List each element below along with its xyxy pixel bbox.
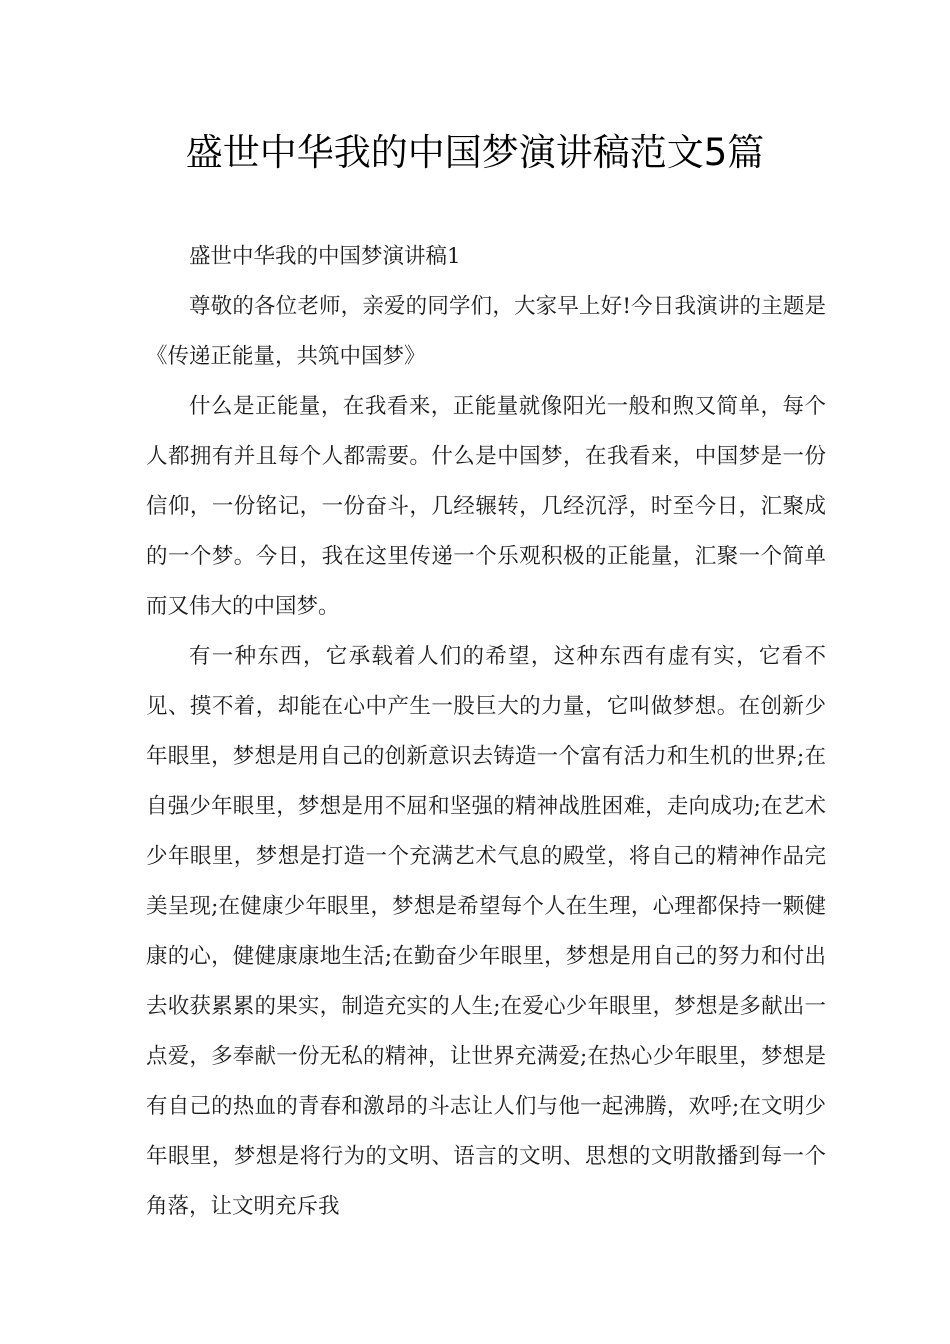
- document-title: 盛世中华我的中国梦演讲稿范文5篇: [185, 131, 765, 174]
- paragraph-greeting: 尊敬的各位老师，亲爱的同学们，大家早上好!今日我演讲的主题是《传递正能量，共筑中国梦》: [146, 294, 826, 369]
- paragraph-positive-energy: 什么是正能量，在我看来，正能量就像阳光一般和煦又简单，每个人都拥有并且每个人都需要。什么是中国梦，在我看来，中国梦是一份信仰，一份铭记，一份奋斗，几经辗转，几经沉浮，时至今日，汇聚成的一个梦。今日，我在这里传递一个乐观积极的正能量，汇聚一个简单而又伟大的中国梦。: [146, 394, 826, 619]
- document-body: [146, 232, 826, 1232]
- paragraph-heading: 盛世中华我的中国梦演讲稿1: [189, 244, 461, 269]
- paragraph-dreams: 有一种东西，它承载着人们的希望，这种东西有虚有实，它看不见、摸不着，却能在心中产生一股巨大的力量，它叫做梦想。在创新少年眼里，梦想是用自己的创新意识去铸造一个富有活力和生机的世界;在自强少年眼里，梦想是用不屈和坚强的精神战胜困难，走向成功;在艺术少年眼里，梦想是打造一个充满艺术气息的殿堂，将自己的精神作品完美呈现;在健康少年眼里，梦想是希望每个人在生理，心理都保持一颗健康的心，健健康康地生活;在勤奋少年眼里，梦想是用自己的努力和付出去收获累累的果实，制造充实的人生;在爱心少年眼里，梦想是多献出一点爱，多奉献一份无私的精神，让世界充满爱;在热心少年眼里，梦想是有自己的热血的青春和激昂的斗志让人们与他一起沸腾，欢呼;在文明少年眼里，梦想是将行为的文明、语言的文明、思想的文明散播到每一个角落，让文明充斥我: [146, 644, 826, 1219]
